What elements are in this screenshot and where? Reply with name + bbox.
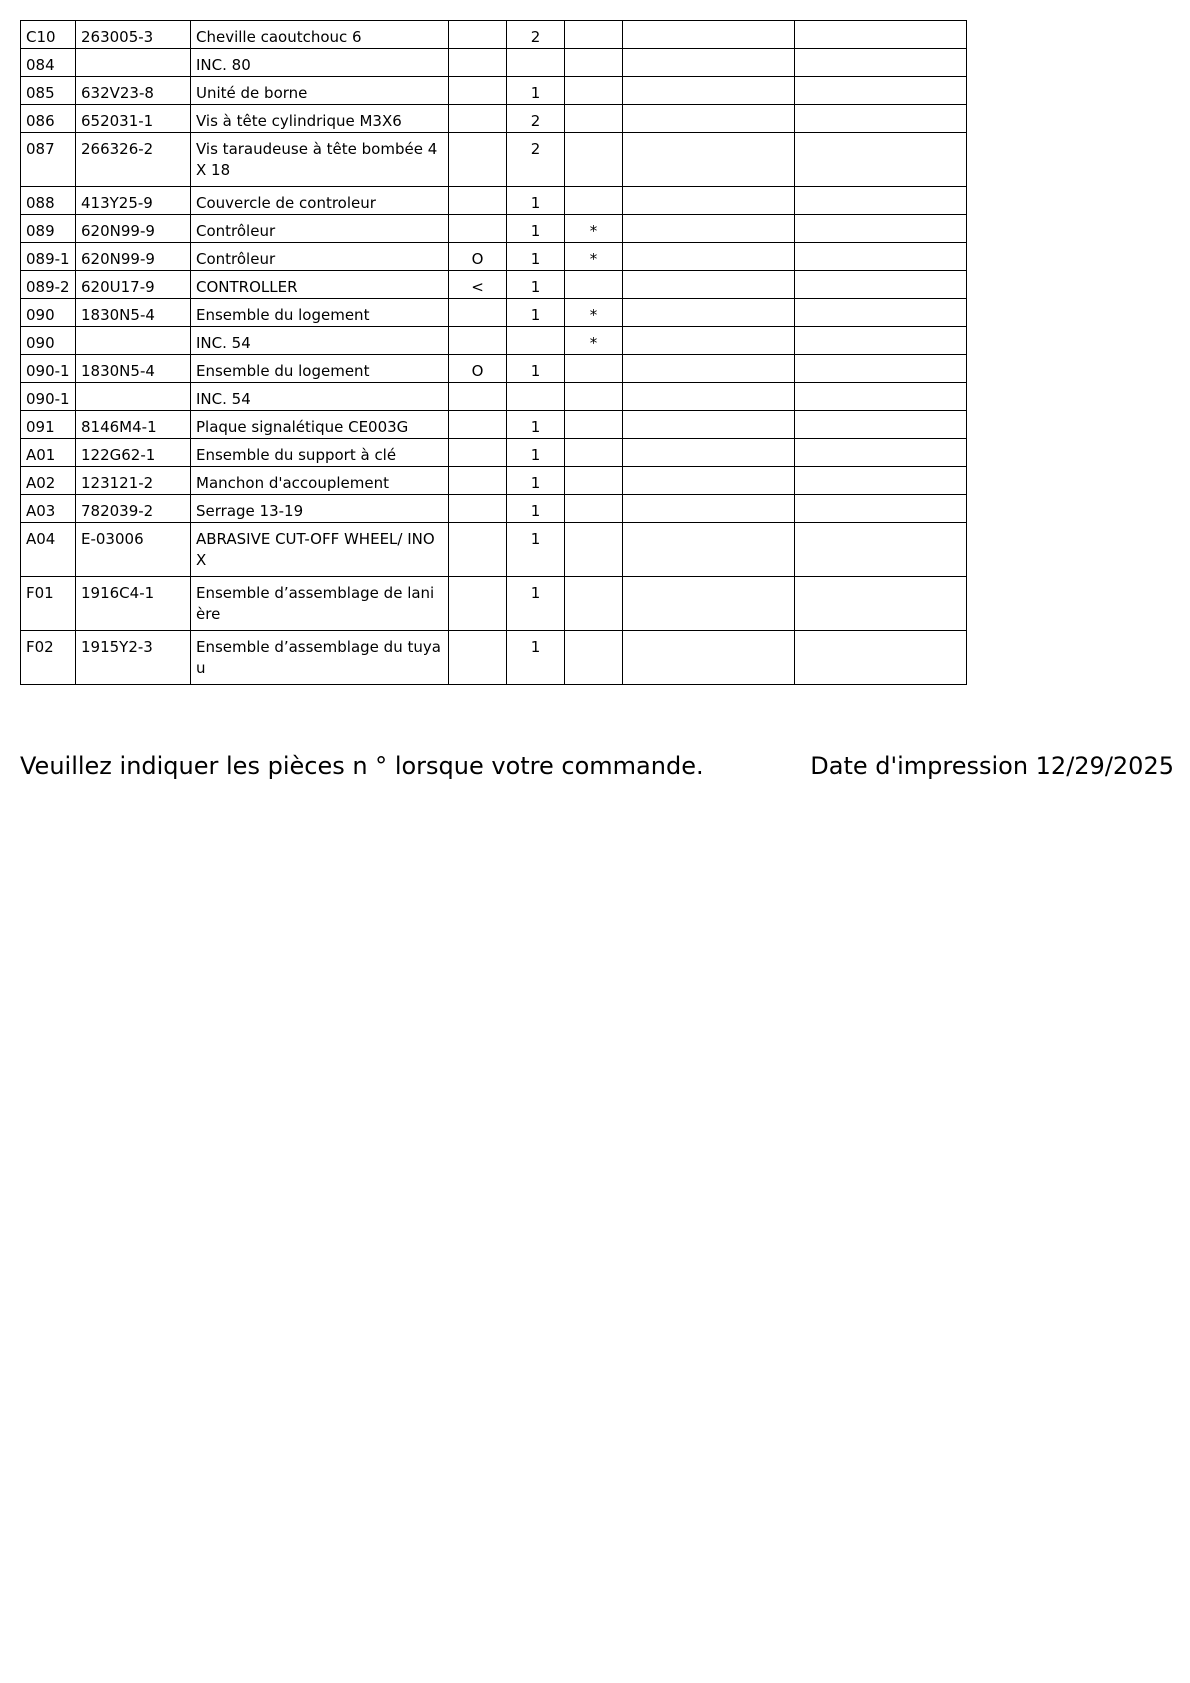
cell-part-number: 782039-2 xyxy=(76,495,191,523)
table-row xyxy=(21,49,967,77)
cell-marker xyxy=(449,215,507,243)
cell-blank-b xyxy=(795,21,967,49)
cell-blank-b xyxy=(795,411,967,439)
cell-blank-a xyxy=(623,355,795,383)
cell-item-no: 090-1 xyxy=(21,355,76,383)
cell-note-flag xyxy=(565,439,623,467)
cell-blank-a xyxy=(623,271,795,299)
cell-part-number: 1830N5-4 xyxy=(76,355,191,383)
table-row xyxy=(21,439,967,467)
cell-description: Contrôleur xyxy=(191,243,449,271)
cell-quantity: 1 xyxy=(507,577,565,631)
cell-marker xyxy=(449,133,507,187)
cell-marker xyxy=(449,383,507,411)
cell-marker xyxy=(449,577,507,631)
table-row xyxy=(21,467,967,495)
cell-part-number: 652031-1 xyxy=(76,105,191,133)
table-row xyxy=(21,215,967,243)
table-row xyxy=(21,523,967,577)
cell-blank-a xyxy=(623,215,795,243)
cell-part-number: 266326-2 xyxy=(76,133,191,187)
cell-blank-b xyxy=(795,187,967,215)
cell-description: Plaque signalétique CE003G xyxy=(191,411,449,439)
cell-quantity: 1 xyxy=(507,631,565,685)
cell-blank-b xyxy=(795,327,967,355)
table-row xyxy=(21,299,967,327)
cell-quantity: 1 xyxy=(507,215,565,243)
cell-description: CONTROLLER xyxy=(191,271,449,299)
cell-item-no: C10 xyxy=(21,21,76,49)
cell-blank-a xyxy=(623,187,795,215)
cell-description: Couvercle de controleur xyxy=(191,187,449,215)
cell-blank-a xyxy=(623,439,795,467)
cell-description: Ensemble du support à clé xyxy=(191,439,449,467)
cell-item-no: A04 xyxy=(21,523,76,577)
cell-marker xyxy=(449,77,507,105)
cell-part-number xyxy=(76,327,191,355)
cell-blank-b xyxy=(795,271,967,299)
table-row xyxy=(21,271,967,299)
cell-description: INC. 80 xyxy=(191,49,449,77)
cell-item-no: 085 xyxy=(21,77,76,105)
cell-part-number: 620N99-9 xyxy=(76,215,191,243)
order-instruction-note: Veuillez indiquer les pièces n ° lorsque votre commande. xyxy=(20,752,704,780)
cell-note-flag: * xyxy=(565,299,623,327)
cell-part-number: 263005-3 xyxy=(76,21,191,49)
table-row xyxy=(21,21,967,49)
table-row xyxy=(21,243,967,271)
cell-note-flag xyxy=(565,49,623,77)
cell-description: Unité de borne xyxy=(191,77,449,105)
cell-part-number: 8146M4-1 xyxy=(76,411,191,439)
cell-note-flag xyxy=(565,523,623,577)
cell-quantity: 1 xyxy=(507,271,565,299)
cell-item-no: A01 xyxy=(21,439,76,467)
cell-blank-a xyxy=(623,631,795,685)
cell-description: Ensemble du logement xyxy=(191,299,449,327)
cell-quantity: 2 xyxy=(507,133,565,187)
cell-note-flag xyxy=(565,187,623,215)
cell-description: Cheville caoutchouc 6 xyxy=(191,21,449,49)
cell-marker xyxy=(449,105,507,133)
table-row xyxy=(21,187,967,215)
cell-note-flag xyxy=(565,105,623,133)
cell-description: ABRASIVE CUT-OFF WHEEL/ INOX xyxy=(191,523,449,577)
table-row xyxy=(21,327,967,355)
cell-quantity xyxy=(507,383,565,411)
cell-item-no: 091 xyxy=(21,411,76,439)
cell-blank-b xyxy=(795,299,967,327)
cell-marker xyxy=(449,631,507,685)
cell-part-number: 413Y25-9 xyxy=(76,187,191,215)
cell-item-no: 087 xyxy=(21,133,76,187)
cell-note-flag xyxy=(565,133,623,187)
cell-blank-a xyxy=(623,133,795,187)
cell-blank-b xyxy=(795,215,967,243)
cell-marker xyxy=(449,439,507,467)
cell-note-flag: * xyxy=(565,215,623,243)
cell-part-number xyxy=(76,49,191,77)
cell-blank-a xyxy=(623,105,795,133)
cell-note-flag xyxy=(565,411,623,439)
cell-marker xyxy=(449,523,507,577)
table-row xyxy=(21,411,967,439)
cell-quantity: 1 xyxy=(507,243,565,271)
cell-blank-a xyxy=(623,577,795,631)
cell-note-flag xyxy=(565,495,623,523)
cell-marker xyxy=(449,49,507,77)
cell-item-no: 088 xyxy=(21,187,76,215)
cell-note-flag xyxy=(565,467,623,495)
cell-blank-a xyxy=(623,383,795,411)
cell-part-number: E-03006 xyxy=(76,523,191,577)
cell-blank-b xyxy=(795,523,967,577)
cell-item-no: 089-1 xyxy=(21,243,76,271)
cell-part-number: 122G62-1 xyxy=(76,439,191,467)
cell-note-flag: * xyxy=(565,327,623,355)
cell-part-number: 620U17-9 xyxy=(76,271,191,299)
table-row xyxy=(21,77,967,105)
table-row xyxy=(21,495,967,523)
cell-description: Contrôleur xyxy=(191,215,449,243)
cell-item-no: 084 xyxy=(21,49,76,77)
cell-part-number: 632V23-8 xyxy=(76,77,191,105)
cell-marker: O xyxy=(449,355,507,383)
cell-item-no: 086 xyxy=(21,105,76,133)
cell-blank-b xyxy=(795,105,967,133)
cell-marker: < xyxy=(449,271,507,299)
cell-part-number: 1916C4-1 xyxy=(76,577,191,631)
cell-note-flag xyxy=(565,21,623,49)
cell-item-no: 090-1 xyxy=(21,383,76,411)
cell-item-no: 090 xyxy=(21,299,76,327)
table-row xyxy=(21,577,967,631)
cell-description: Serrage 13-19 xyxy=(191,495,449,523)
cell-description: Vis à tête cylindrique M3X6 xyxy=(191,105,449,133)
cell-note-flag xyxy=(565,631,623,685)
cell-description: Vis taraudeuse à tête bombée 4X 18 xyxy=(191,133,449,187)
cell-note-flag xyxy=(565,271,623,299)
cell-item-no: A02 xyxy=(21,467,76,495)
cell-quantity xyxy=(507,327,565,355)
cell-description: INC. 54 xyxy=(191,383,449,411)
cell-quantity: 1 xyxy=(507,411,565,439)
cell-quantity: 1 xyxy=(507,355,565,383)
cell-blank-b xyxy=(795,439,967,467)
cell-quantity: 1 xyxy=(507,439,565,467)
cell-part-number: 620N99-9 xyxy=(76,243,191,271)
cell-item-no: A03 xyxy=(21,495,76,523)
cell-blank-a xyxy=(623,523,795,577)
parts-table xyxy=(20,20,967,685)
cell-blank-a xyxy=(623,49,795,77)
cell-description: Ensemble du logement xyxy=(191,355,449,383)
cell-blank-a xyxy=(623,77,795,105)
cell-marker xyxy=(449,299,507,327)
cell-note-flag xyxy=(565,355,623,383)
cell-blank-a xyxy=(623,411,795,439)
cell-blank-b xyxy=(795,577,967,631)
cell-blank-b xyxy=(795,77,967,105)
parts-table-body xyxy=(21,21,967,685)
cell-marker xyxy=(449,187,507,215)
table-row xyxy=(21,383,967,411)
table-row xyxy=(21,355,967,383)
cell-blank-a xyxy=(623,243,795,271)
cell-item-no: F02 xyxy=(21,631,76,685)
cell-description: Ensemble d’assemblage de lanière xyxy=(191,577,449,631)
table-row xyxy=(21,631,967,685)
cell-blank-a xyxy=(623,299,795,327)
cell-note-flag xyxy=(565,577,623,631)
cell-blank-b xyxy=(795,133,967,187)
cell-part-number: 1830N5-4 xyxy=(76,299,191,327)
cell-quantity xyxy=(507,49,565,77)
cell-description: INC. 54 xyxy=(191,327,449,355)
cell-part-number: 1915Y2-3 xyxy=(76,631,191,685)
cell-blank-b xyxy=(795,355,967,383)
cell-blank-b xyxy=(795,49,967,77)
cell-item-no: 089-2 xyxy=(21,271,76,299)
cell-note-flag xyxy=(565,383,623,411)
cell-marker xyxy=(449,467,507,495)
cell-note-flag xyxy=(565,77,623,105)
cell-note-flag: * xyxy=(565,243,623,271)
cell-marker xyxy=(449,327,507,355)
cell-quantity: 2 xyxy=(507,105,565,133)
cell-blank-b xyxy=(795,631,967,685)
cell-blank-b xyxy=(795,243,967,271)
cell-marker xyxy=(449,411,507,439)
cell-description: Ensemble d’assemblage du tuyau xyxy=(191,631,449,685)
cell-blank-a xyxy=(623,327,795,355)
cell-quantity: 1 xyxy=(507,523,565,577)
table-row xyxy=(21,105,967,133)
cell-quantity: 1 xyxy=(507,299,565,327)
cell-blank-a xyxy=(623,21,795,49)
cell-description: Manchon d'accouplement xyxy=(191,467,449,495)
cell-item-no: 090 xyxy=(21,327,76,355)
cell-blank-a xyxy=(623,467,795,495)
print-date: Date d'impression 12/29/2025 xyxy=(810,752,1174,780)
cell-item-no: 089 xyxy=(21,215,76,243)
cell-quantity: 1 xyxy=(507,467,565,495)
cell-marker xyxy=(449,21,507,49)
cell-blank-b xyxy=(795,467,967,495)
cell-quantity: 2 xyxy=(507,21,565,49)
cell-marker xyxy=(449,495,507,523)
cell-blank-b xyxy=(795,495,967,523)
table-row xyxy=(21,133,967,187)
cell-item-no: F01 xyxy=(21,577,76,631)
cell-blank-a xyxy=(623,495,795,523)
cell-blank-b xyxy=(795,383,967,411)
cell-part-number: 123121-2 xyxy=(76,467,191,495)
cell-marker: O xyxy=(449,243,507,271)
cell-quantity: 1 xyxy=(507,187,565,215)
cell-quantity: 1 xyxy=(507,495,565,523)
cell-part-number xyxy=(76,383,191,411)
cell-quantity: 1 xyxy=(507,77,565,105)
